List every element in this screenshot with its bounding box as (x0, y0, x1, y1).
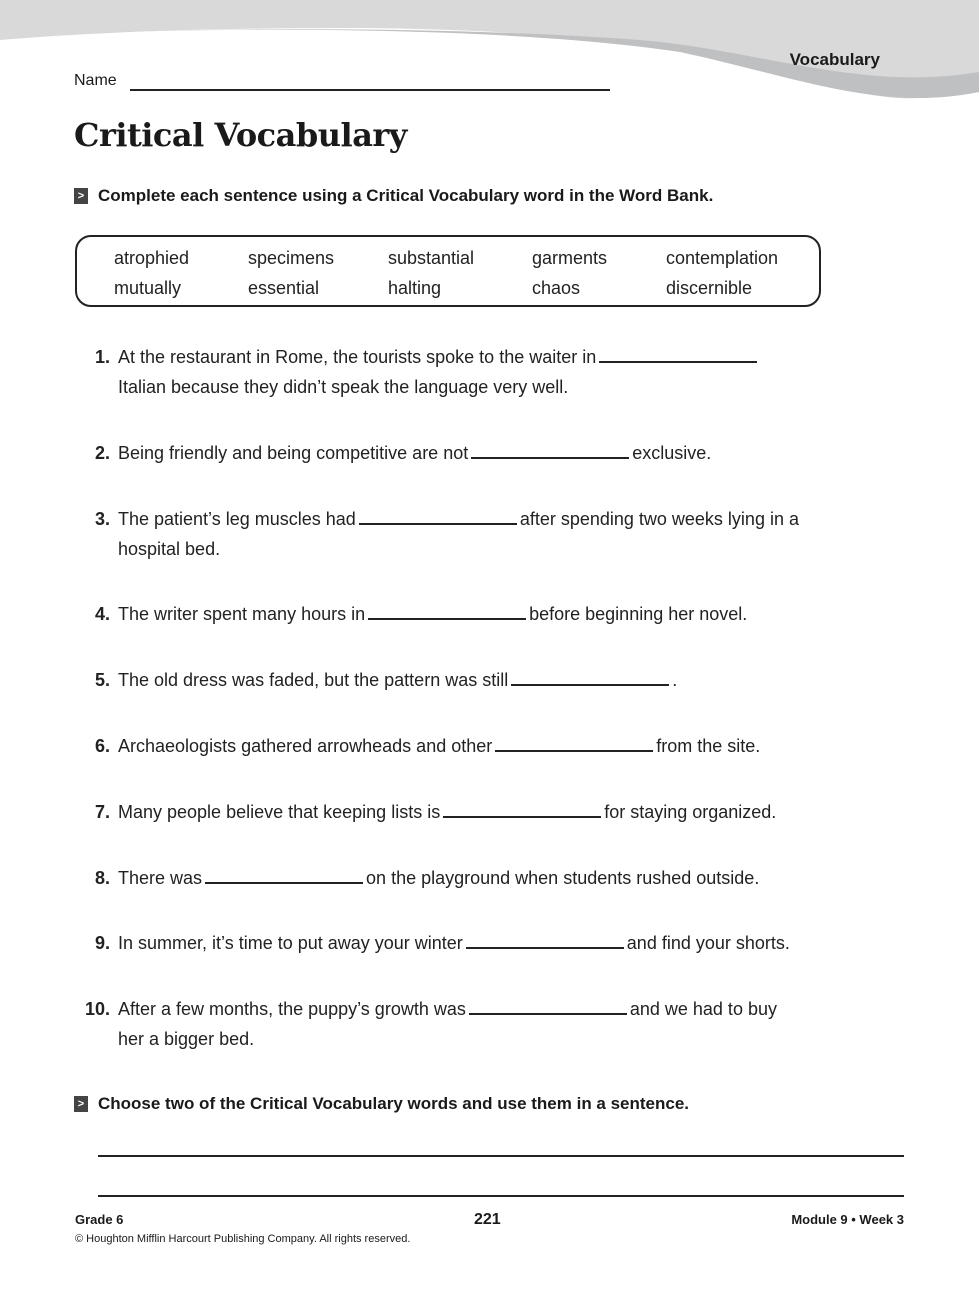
word-bank-word: essential (248, 278, 320, 298)
arrow-icon: > (74, 1096, 88, 1112)
question-number: 1. (94, 347, 110, 367)
word-bank-word: specimens (248, 248, 335, 268)
answer-blank[interactable] (443, 798, 601, 818)
word-bank-word: substantial (388, 248, 475, 268)
answer-blank[interactable] (205, 864, 363, 884)
arrow-icon: > (74, 188, 88, 204)
instruction-2-text: Choose two of the Critical Vocabulary words and use them in a sentence. (98, 1094, 690, 1113)
name-label: Name (74, 72, 117, 89)
answer-blank[interactable] (495, 732, 653, 752)
question-line: After a few months, the puppy’s growth was and we had to buy (118, 994, 777, 1024)
question-number: 5. (94, 670, 110, 690)
word-bank-word: garments (532, 248, 608, 268)
answer-blank[interactable] (471, 439, 629, 459)
instruction-1-text: Complete each sentence using a Critical Vocabulary word in the Word Bank. (98, 186, 714, 205)
question-line: In summer, it’s time to put away your winter and find your shorts. (118, 928, 790, 958)
answer-blank[interactable] (469, 995, 627, 1015)
answer-blank[interactable] (359, 505, 517, 525)
question-number: 4. (94, 604, 110, 624)
answer-blank[interactable] (466, 929, 624, 949)
question-number: 7. (94, 802, 110, 822)
sentence-answer-line-1[interactable] (98, 1155, 904, 1157)
page-number: 221 (474, 1211, 501, 1228)
name-field-line[interactable] (130, 89, 610, 91)
word-bank-word: discernible (666, 278, 753, 298)
question-line: The old dress was faded, but the pattern was still . (118, 665, 677, 695)
question-line-2: Italian because they didn’t speak the language very well. (118, 377, 569, 397)
question-number: 2. (94, 443, 110, 463)
word-bank-word: mutually (114, 278, 182, 298)
sentence-answer-line-2[interactable] (98, 1195, 904, 1197)
question-number: 3. (94, 509, 110, 529)
question-number: 10. (84, 999, 110, 1019)
answer-blank[interactable] (368, 600, 526, 620)
answer-blank[interactable] (511, 666, 669, 686)
question-line-2: her a bigger bed. (118, 1029, 255, 1049)
copyright: © Houghton Mifflin Harcourt Publishing Company. All rights reserved. (75, 1233, 411, 1245)
word-bank-word: halting (388, 278, 442, 298)
word-bank (75, 235, 821, 307)
question-number: 8. (94, 868, 110, 888)
question-line: Archaeologists gathered arrowheads and other from the site. (118, 731, 760, 761)
question-line: There was on the playground when students rushed outside. (118, 863, 759, 893)
question-line: The patient’s leg muscles had after spending two weeks lying in a (118, 504, 799, 534)
question-line: Many people believe that keeping lists is for staying organized. (118, 797, 776, 827)
question-line: At the restaurant in Rome, the tourists spoke to the waiter in (118, 342, 760, 372)
answer-blank[interactable] (599, 343, 757, 363)
word-bank-word: contemplation (666, 248, 779, 268)
question-number: 6. (94, 736, 110, 756)
page-title: Critical Vocabulary (74, 116, 407, 154)
question-number: 9. (94, 933, 110, 953)
instruction-2 (74, 1094, 689, 1114)
word-bank-word: atrophied (114, 248, 190, 268)
module-label: Module 9 • Week 3 (791, 1212, 904, 1227)
question-line: Being friendly and being competitive are not exclusive. (118, 438, 711, 468)
grade-label: Grade 6 (75, 1212, 124, 1227)
word-bank-word: chaos (532, 278, 581, 298)
section-label: Vocabulary (789, 50, 880, 69)
question-line: The writer spent many hours in before beginning her novel. (118, 599, 747, 629)
question-line-2: hospital bed. (118, 539, 221, 559)
instruction-1 (74, 186, 713, 206)
